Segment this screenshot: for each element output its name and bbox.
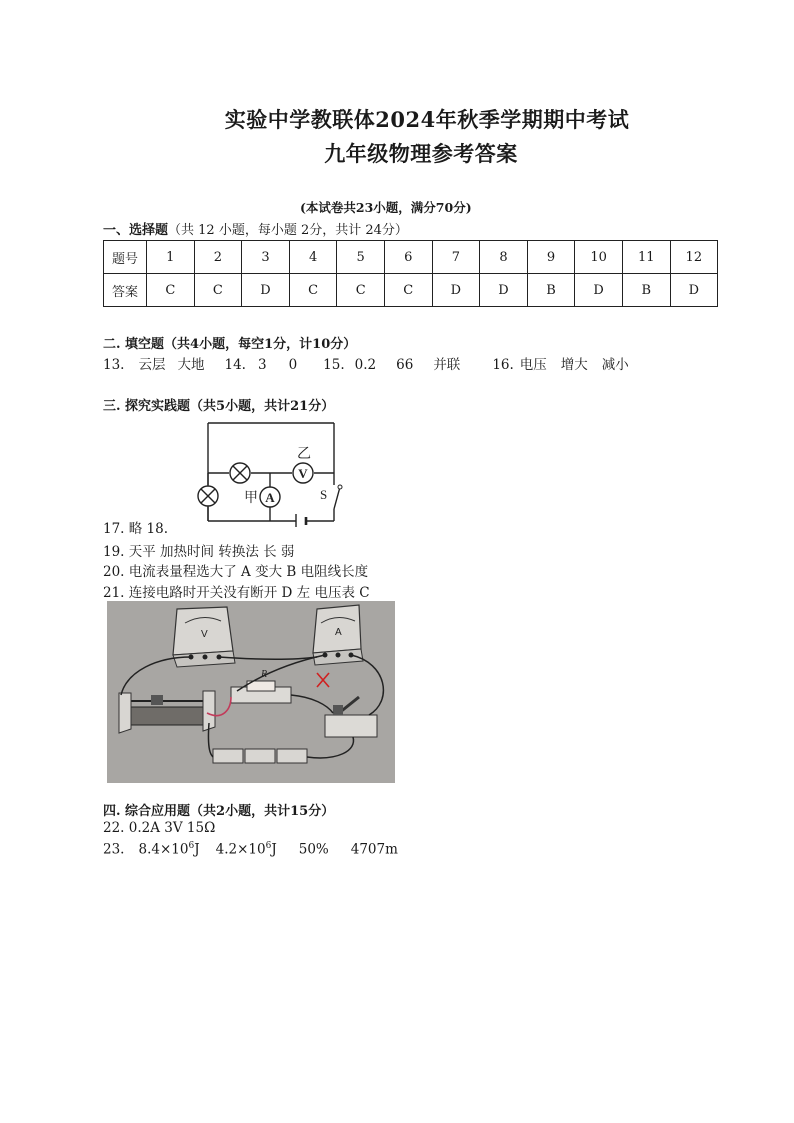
table-cell: 1 bbox=[147, 241, 195, 274]
q15-number: 15. bbox=[323, 357, 345, 373]
exam-note: (本试卷共23小题，满分70分) bbox=[300, 200, 472, 215]
q23-number: 23. bbox=[103, 841, 125, 858]
switch-contact-icon bbox=[338, 485, 342, 489]
table-cell: 11 bbox=[622, 241, 670, 274]
answer-21: 21. 连接电路时开关没有断开 D 左 电压表 C bbox=[103, 585, 370, 601]
table-cell: 4 bbox=[289, 241, 337, 274]
table-cell: D bbox=[432, 274, 480, 307]
table-cell: C bbox=[147, 274, 195, 307]
answer-20: 20. 电流表量程选大了 A 变大 B 电阻线长度 bbox=[103, 564, 369, 580]
table-cell: 9 bbox=[527, 241, 575, 274]
q23-answer-2-unit: J bbox=[271, 841, 277, 858]
table-cell: B bbox=[622, 274, 670, 307]
section2-title: 二. 填空题（共4小题，每空1分，计10分） bbox=[103, 337, 357, 352]
table-cell: 12 bbox=[670, 241, 718, 274]
switch-label: S bbox=[320, 487, 328, 502]
q13-answer-2: 大地 bbox=[177, 357, 205, 373]
q13-number: 13. bbox=[103, 357, 125, 373]
row-label-question: 题号 bbox=[104, 241, 147, 274]
photo-resistor-symbol: R bbox=[261, 669, 268, 680]
answer-22: 22. 0.2A 3V 15Ω bbox=[103, 820, 216, 836]
table-row-questions bbox=[104, 241, 718, 274]
circuit-diagram bbox=[188, 415, 348, 527]
table-cell: D bbox=[575, 274, 623, 307]
q15-answer-3: 并联 bbox=[433, 357, 461, 373]
table-cell: 7 bbox=[432, 241, 480, 274]
q23-answer-2: 4.2×10 bbox=[215, 841, 266, 858]
q23-answer-2-exponent: 6 bbox=[265, 841, 272, 851]
photo-resistor-icon bbox=[231, 669, 291, 703]
page-subtitle: 九年级物理参考答案 bbox=[324, 141, 518, 166]
photo-voltmeter-symbol: V bbox=[201, 629, 208, 640]
q16-answer-3: 减小 bbox=[601, 357, 629, 373]
q14-answer-1: 3 bbox=[257, 357, 267, 373]
q14-number: 14. bbox=[224, 357, 246, 373]
section1-detail: （共 12 小题，每小题 2分，共计 24分） bbox=[168, 223, 408, 238]
photo-rheostat-icon bbox=[119, 691, 215, 733]
q16-number: 16. bbox=[492, 357, 514, 373]
q23-answer-4: 4707m bbox=[350, 841, 398, 858]
row-label-answer: 答案 bbox=[104, 274, 147, 307]
section4-title: 四. 综合应用题（共2小题，共计15分） bbox=[103, 804, 335, 819]
section2-answers bbox=[103, 353, 629, 373]
table-cell: D bbox=[480, 274, 528, 307]
table-cell: 6 bbox=[384, 241, 432, 274]
table-cell: 10 bbox=[575, 241, 623, 274]
q16-answer-1: 电压 bbox=[519, 357, 547, 373]
section1-title: 一、选择题 bbox=[103, 223, 169, 238]
photo-battery-icon bbox=[213, 749, 307, 763]
ammeter-icon bbox=[260, 487, 280, 507]
section3-title: 三. 探究实践题（共5小题，共计21分） bbox=[103, 399, 335, 414]
table-cell: C bbox=[194, 274, 242, 307]
experiment-photo bbox=[107, 601, 395, 783]
lamp-icon-left bbox=[198, 486, 218, 506]
voltmeter-icon bbox=[293, 463, 313, 483]
table-cell: 5 bbox=[337, 241, 385, 274]
voltmeter-label: 乙 bbox=[297, 446, 311, 462]
table-cell: C bbox=[384, 274, 432, 307]
answer-17-18: 17. 略 18. bbox=[103, 521, 169, 537]
table-cell: B bbox=[527, 274, 575, 307]
page-title: 实验中学教联体2024年秋季学期期中考试 bbox=[224, 107, 630, 132]
table-cell: 2 bbox=[194, 241, 242, 274]
q23-answer-1: 8.4×10 bbox=[138, 841, 189, 858]
photo-ammeter-symbol: A bbox=[335, 627, 342, 638]
q16-answer-2: 增大 bbox=[560, 357, 588, 373]
voltmeter-symbol: V bbox=[298, 466, 308, 481]
table-row-answers bbox=[104, 274, 718, 307]
q23-answer-1-unit: J bbox=[194, 841, 200, 858]
table-cell: D bbox=[670, 274, 718, 307]
table-cell: C bbox=[337, 274, 385, 307]
q15-answer-2: 66 bbox=[396, 357, 414, 373]
answer-table bbox=[103, 240, 718, 307]
photo-switch-icon bbox=[325, 697, 377, 737]
lamp-icon-middle bbox=[230, 463, 250, 483]
q14-answer-2: 0 bbox=[288, 357, 298, 373]
answer-19: 19. 天平 加热时间 转换法 长 弱 bbox=[103, 544, 295, 560]
q13-answer-1: 云层 bbox=[138, 357, 166, 373]
table-cell: C bbox=[289, 274, 337, 307]
q15-answer-1: 0.2 bbox=[354, 357, 377, 373]
q23-answer-3: 50% bbox=[298, 841, 329, 858]
table-cell: D bbox=[242, 274, 290, 307]
table-cell: 8 bbox=[480, 241, 528, 274]
photo-cross-mark-icon bbox=[317, 673, 329, 687]
ammeter-label: 甲 bbox=[244, 490, 258, 506]
answer-23 bbox=[103, 841, 398, 858]
q23-answer-1-exponent: 6 bbox=[188, 841, 195, 851]
table-cell: 3 bbox=[242, 241, 290, 274]
ammeter-symbol: A bbox=[265, 490, 275, 505]
section1-heading bbox=[103, 219, 408, 238]
